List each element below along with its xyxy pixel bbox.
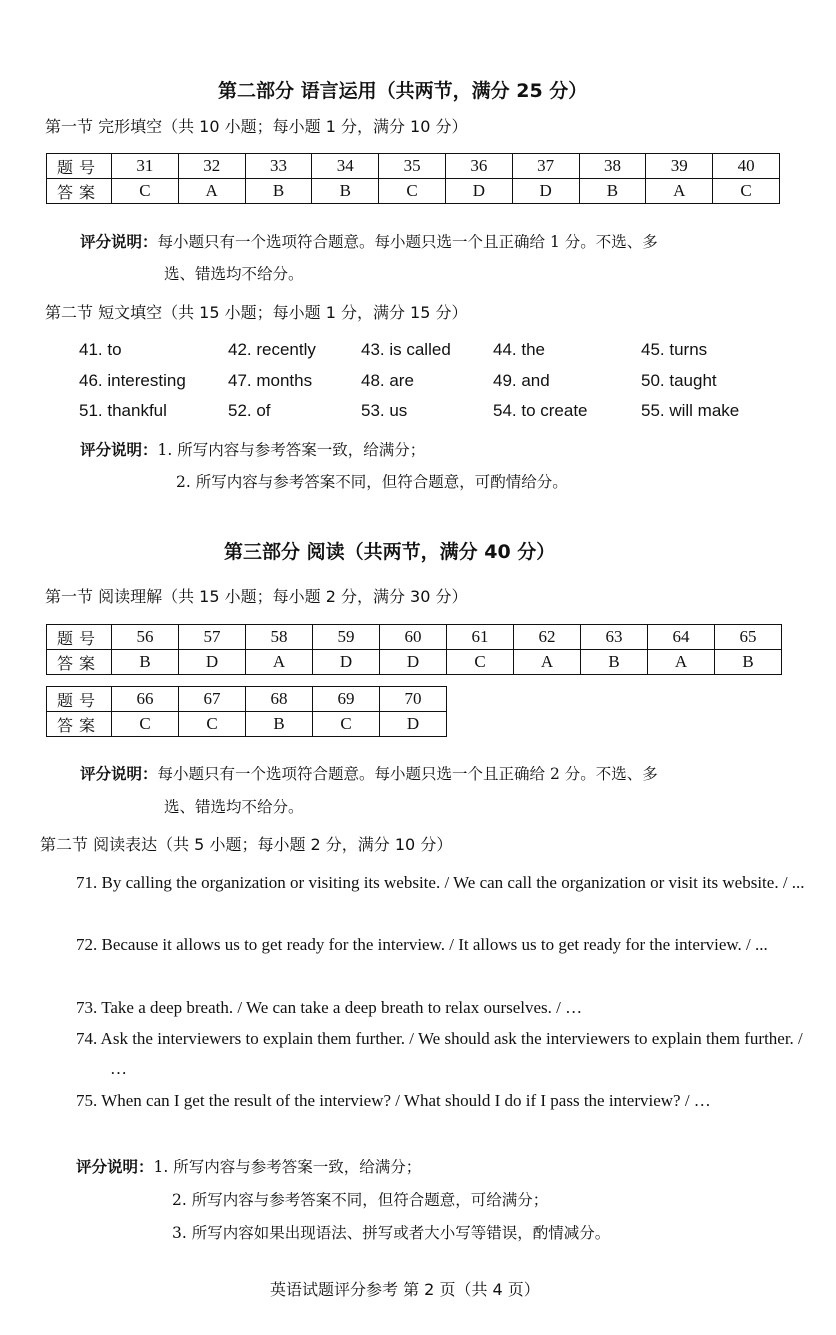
answer-cell: A <box>648 650 715 675</box>
number-cell: 38 <box>579 154 646 179</box>
scoring-note <box>80 762 658 784</box>
part2-title: 第二部分 语言运用（共两节，满分 25 分） <box>218 80 588 102</box>
number-cell: 34 <box>312 154 379 179</box>
cloze-answer: 42. recently <box>228 340 316 359</box>
note-continuation: 选、错选均不给分。 <box>164 265 304 283</box>
part3-title: 第三部分 阅读（共两节，满分 40 分） <box>224 541 556 563</box>
number-cell: 56 <box>112 625 179 650</box>
answer-cell: A <box>246 650 313 675</box>
number-cell: 62 <box>514 625 581 650</box>
part3-section2-title: 第二节 阅读表达（共 5 小题；每小题 2 分，满分 10 分） <box>40 835 453 854</box>
note-item: 1. 所写内容与参考答案一致，给满分； <box>153 1158 422 1176</box>
header-label: 题号 <box>47 154 112 179</box>
number-cell: 40 <box>713 154 780 179</box>
answer-label: 答案 <box>47 179 112 204</box>
cloze-answer: 41. to <box>79 340 122 359</box>
note-label: 评分说明： <box>76 1157 154 1176</box>
reading-expression-answer: 74. Ask the interviewers to explain them further. / We should ask the interviewers to explain them further. / … <box>76 1029 803 1078</box>
number-cell: 59 <box>313 625 380 650</box>
answer-cell: B <box>112 650 179 675</box>
cloze-answer: 55. will make <box>641 401 740 420</box>
number-cell: 67 <box>179 687 246 712</box>
number-cell: 32 <box>178 154 245 179</box>
answer-cell: C <box>112 712 179 737</box>
note-item: 1. 所写内容与参考答案一致，给满分； <box>157 441 426 459</box>
table-row-numbers <box>47 625 782 650</box>
cloze-answer: 52. of <box>228 401 271 420</box>
number-cell: 33 <box>245 154 312 179</box>
number-cell: 31 <box>112 154 179 179</box>
cloze-answer: 50. taught <box>641 371 717 390</box>
number-cell: 58 <box>246 625 313 650</box>
number-cell: 35 <box>379 154 446 179</box>
table-row-numbers <box>47 154 780 179</box>
answer-cell: B <box>245 179 312 204</box>
note-label: 评分说明： <box>80 232 158 251</box>
answer-cell: A <box>178 179 245 204</box>
cloze-answer: 54. to create <box>493 401 588 420</box>
cloze-answer: 48. are <box>361 371 414 390</box>
answer-cell: C <box>447 650 514 675</box>
answer-cell: D <box>512 179 579 204</box>
cloze-answer: 53. us <box>361 401 408 420</box>
reading-expression-answer: 71. By calling the organization or visiting its website. / We can call the organization or visit its website. / ... <box>76 873 805 892</box>
answer-cell: C <box>379 179 446 204</box>
part2-section1-title: 第一节 完形填空（共 10 小题；每小题 1 分，满分 10 分） <box>45 117 468 136</box>
answer-cell: B <box>312 179 379 204</box>
part2-section2-title: 第二节 短文填空（共 15 小题；每小题 1 分，满分 15 分） <box>45 303 468 322</box>
note-label: 评分说明： <box>80 764 158 783</box>
cloze-answer: 49. and <box>493 371 550 390</box>
answer-cell: C <box>112 179 179 204</box>
number-cell: 69 <box>313 687 380 712</box>
answer-cell: B <box>581 650 648 675</box>
cloze-answer: 45. turns <box>641 340 708 359</box>
note-continuation: 选、错选均不给分。 <box>164 798 304 816</box>
number-cell: 68 <box>246 687 313 712</box>
note-text: 每小题只有一个选项符合题意。每小题只选一个且正确给 1 分。不选、多 <box>157 233 658 251</box>
answer-cell: B <box>579 179 646 204</box>
answer-cell: D <box>445 179 512 204</box>
part3-section1-title: 第一节 阅读理解（共 15 小题；每小题 2 分，满分 30 分） <box>45 587 468 606</box>
answer-cell: A <box>646 179 713 204</box>
answer-label: 答案 <box>47 712 112 737</box>
table-row-numbers <box>47 687 447 712</box>
reading-expression-answer: 73. Take a deep breath. / We can take a deep breath to relax ourselves. / … <box>76 998 583 1017</box>
number-cell: 61 <box>447 625 514 650</box>
scoring-note <box>80 438 425 460</box>
cloze-answer: 51. thankful <box>79 401 167 420</box>
answer-cell: D <box>380 712 447 737</box>
note-item: 2. 所写内容与参考答案不同，但符合题意，可酌情给分。 <box>176 473 568 491</box>
header-label: 题号 <box>47 625 112 650</box>
table-row-answers <box>47 712 447 737</box>
cloze-answer: 47. months <box>228 371 313 390</box>
number-cell: 66 <box>112 687 179 712</box>
answer-cell: A <box>514 650 581 675</box>
answer-cell: D <box>179 650 246 675</box>
answer-cell: D <box>313 650 380 675</box>
cloze-answer: 44. the <box>493 340 545 359</box>
number-cell: 57 <box>179 625 246 650</box>
note-text: 每小题只有一个选项符合题意。每小题只选一个且正确给 2 分。不选、多 <box>157 765 658 783</box>
number-cell: 70 <box>380 687 447 712</box>
header-label: 题号 <box>47 687 112 712</box>
answer-label: 答案 <box>47 650 112 675</box>
number-cell: 60 <box>380 625 447 650</box>
table-row-answers <box>47 179 780 204</box>
reading-answer-table-2 <box>46 686 447 737</box>
page-footer: 英语试题评分参考 第 2 页（共 4 页） <box>270 1280 540 1299</box>
cloze-answer-table <box>46 153 780 204</box>
number-cell: 64 <box>648 625 715 650</box>
answer-cell: D <box>380 650 447 675</box>
number-cell: 65 <box>715 625 782 650</box>
cloze-answer: 46. interesting <box>79 371 186 390</box>
reading-answer-table <box>46 624 782 675</box>
reading-expression-answer: 75. When can I get the result of the interview? / What should I do if I pass the interview? / … <box>76 1091 711 1110</box>
answer-cell: C <box>313 712 380 737</box>
table-row-answers <box>47 650 782 675</box>
number-cell: 37 <box>512 154 579 179</box>
note-item: 2. 所写内容与参考答案不同，但符合题意，可给满分； <box>172 1191 549 1209</box>
number-cell: 39 <box>646 154 713 179</box>
number-cell: 36 <box>445 154 512 179</box>
answer-cell: B <box>715 650 782 675</box>
scoring-note <box>80 230 658 252</box>
answer-cell: C <box>179 712 246 737</box>
answer-cell: C <box>713 179 780 204</box>
note-item: 3. 所写内容如果出现语法、拼写或者大小写等错误，酌情减分。 <box>172 1224 611 1242</box>
number-cell: 63 <box>581 625 648 650</box>
cloze-answer: 43. is called <box>361 340 451 359</box>
note-label: 评分说明： <box>80 440 158 459</box>
answer-cell: B <box>246 712 313 737</box>
scoring-note <box>76 1155 421 1177</box>
reading-expression-answer: 72. Because it allows us to get ready for the interview. / It allows us to get ready for the interview. / ... <box>76 935 768 954</box>
